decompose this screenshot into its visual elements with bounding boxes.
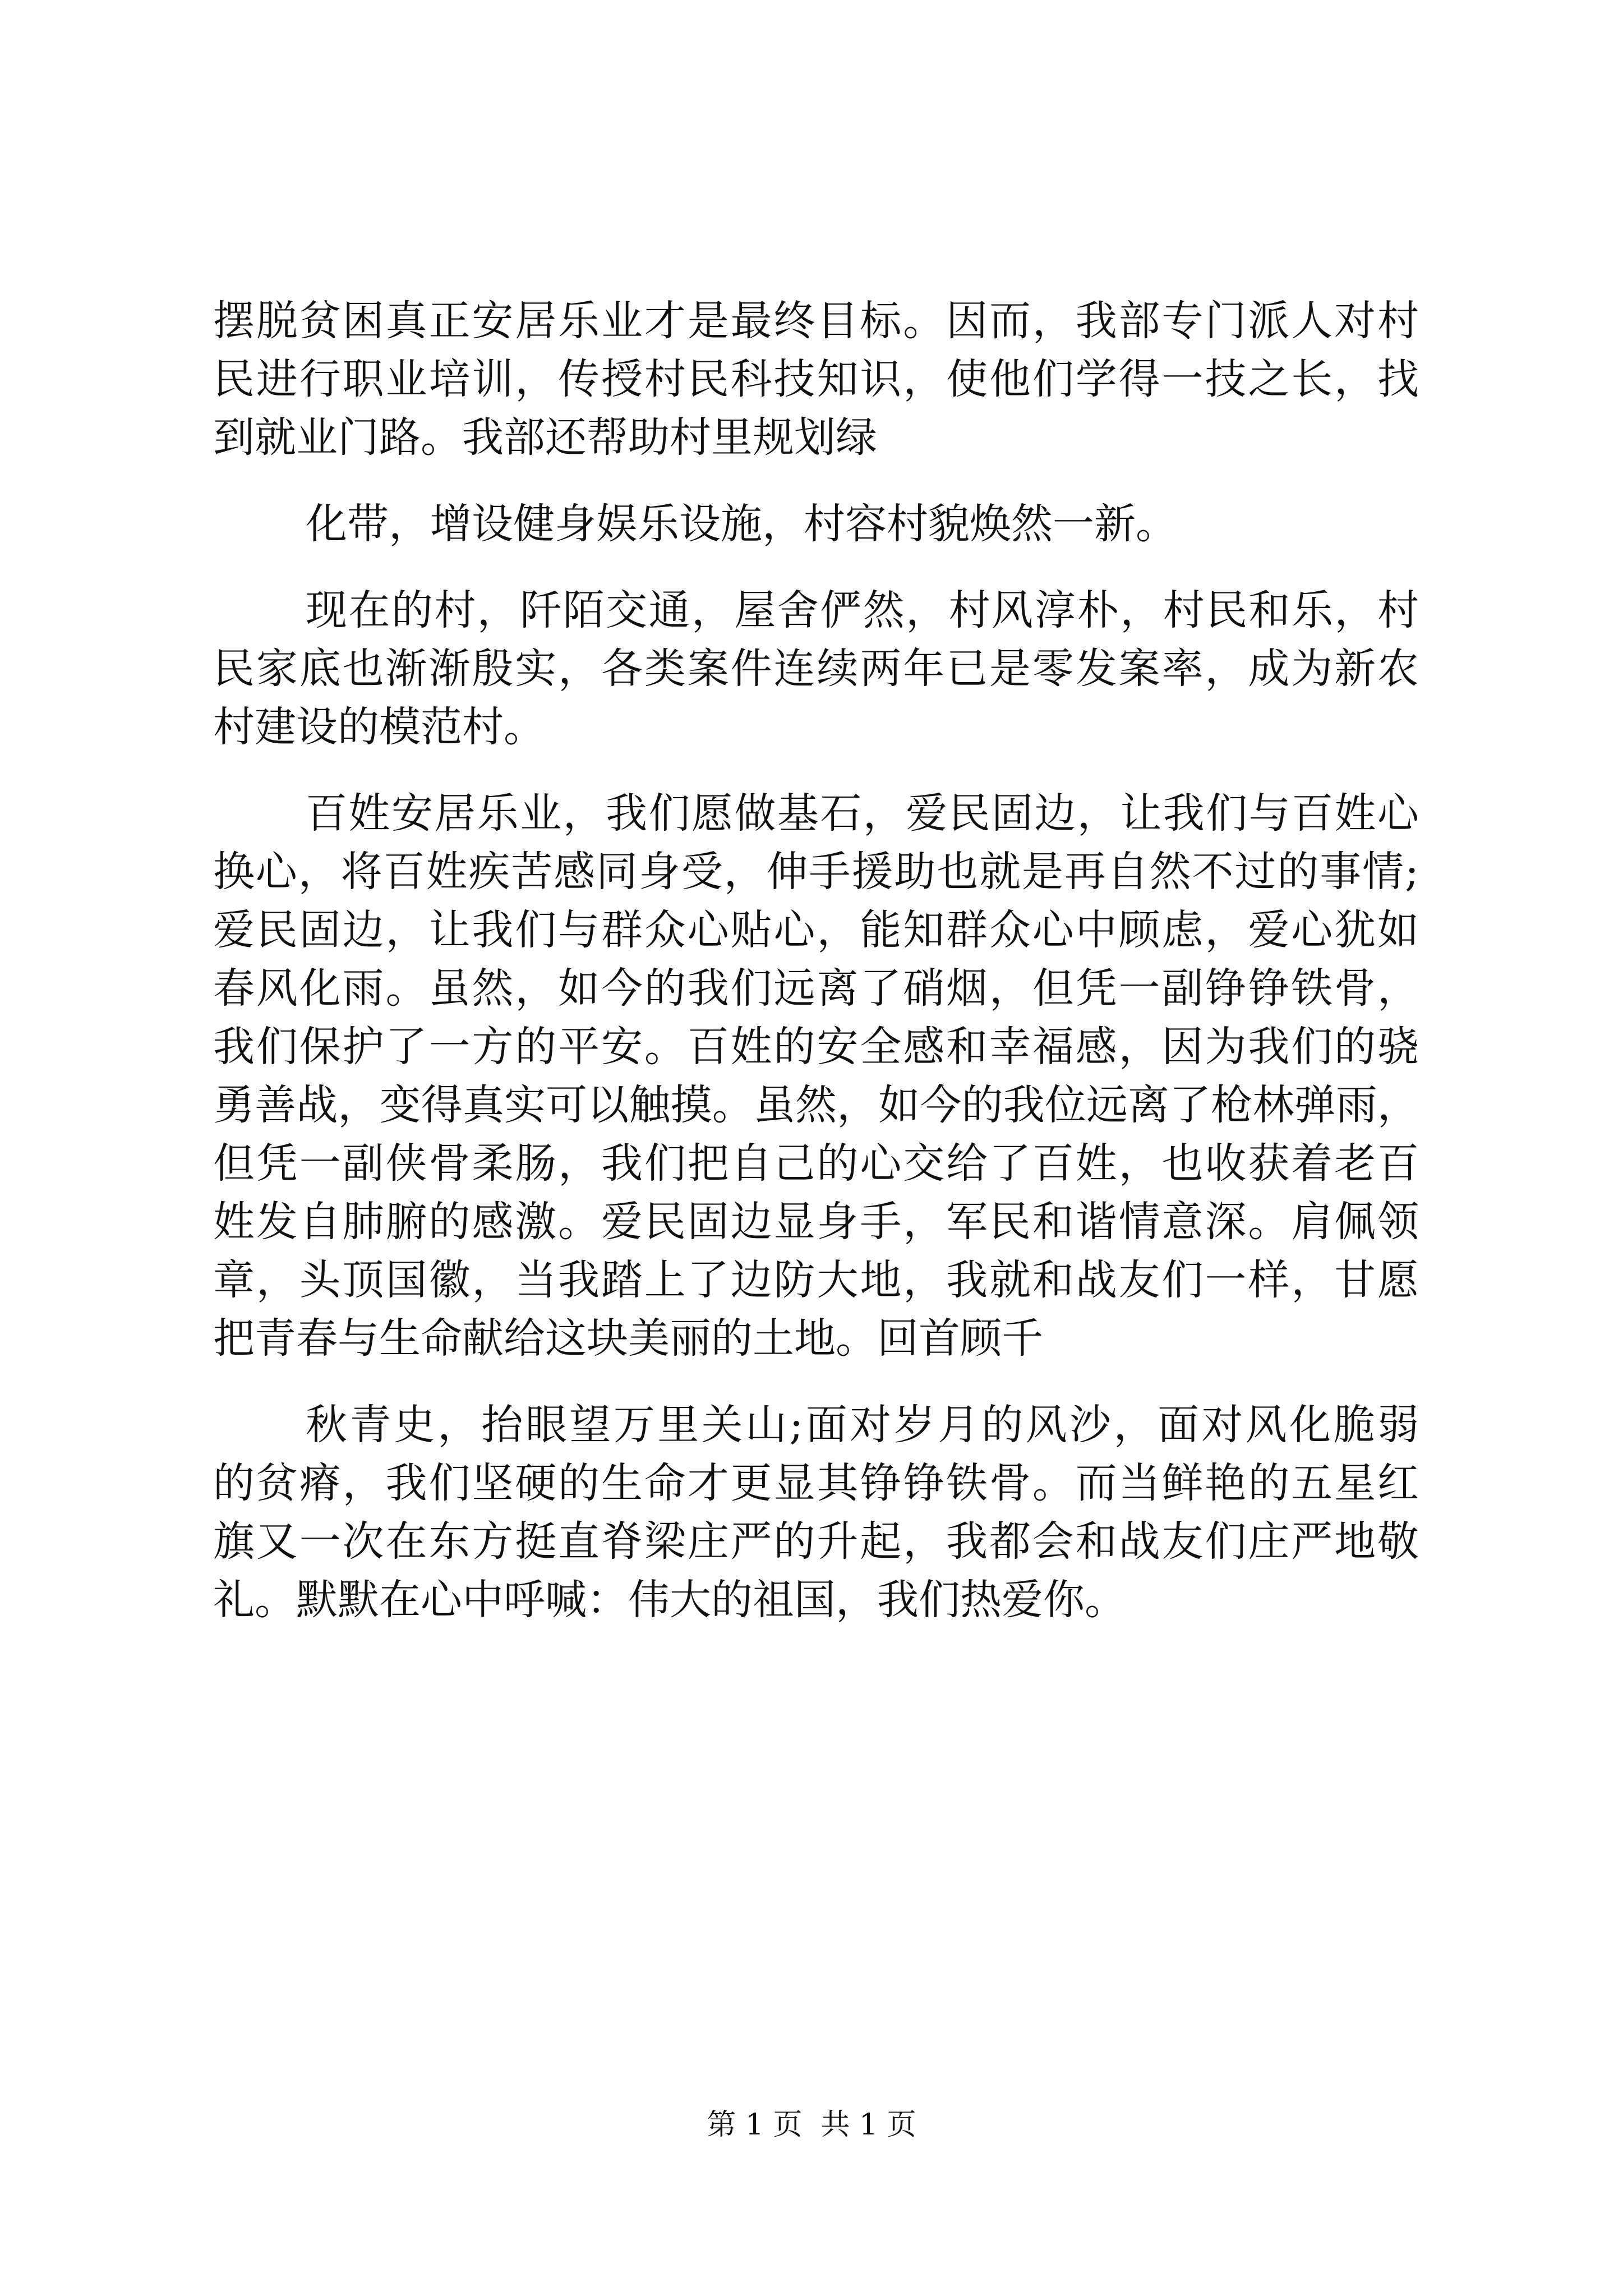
paragraph: [213, 495, 1419, 553]
document-body: [213, 292, 1419, 1629]
paragraph: [213, 784, 1419, 1368]
text-line: 摆脱贫困真正安居乐业才是最终目标。因而，我部专门派人对村: [213, 297, 1419, 345]
text-line: 姓发自肺腑的感激。爱民固边显身手，军民和谐情意深。肩佩领: [213, 1198, 1419, 1246]
text-line: 村建设的模范村。: [213, 703, 545, 751]
paragraph: [213, 581, 1419, 756]
text-line: 但凭一副侠骨柔肠，我们把自己的心交给了百姓，也收获着老百: [213, 1139, 1419, 1188]
text-line: 爱民固边，让我们与群众心贴心，能知群众心中顾虑，爱心犹如: [213, 906, 1419, 954]
text-line: 的贫瘠，我们坚硬的生命才更显其铮铮铁骨。而当鲜艳的五星红: [213, 1459, 1419, 1507]
text-line: 现在的村，阡陌交通，屋舍俨然，村风淳朴，村民和乐，村: [306, 586, 1419, 634]
text-line: 春风化雨。虽然，如今的我们远离了硝烟，但凭一副铮铮铁骨，: [213, 964, 1419, 1013]
text-line: 到就业门路。我部还帮助村里规划绿: [213, 413, 877, 462]
text-line: 礼。默默在心中呼喊：伟大的祖国，我们热爱你。: [213, 1576, 1126, 1624]
text-line: 我们保护了一方的平安。百姓的安全感和幸福感，因为我们的骁: [213, 1023, 1419, 1071]
text-line: 勇善战，变得真实可以触摸。虽然，如今的我位远离了枪林弹雨，: [213, 1081, 1419, 1129]
text-line: 百姓安居乐业，我们愿做基石，爱民固边，让我们与百姓心: [306, 789, 1419, 838]
paragraph: [213, 1396, 1419, 1629]
page-number-footer: 第 1 页 共 1 页: [707, 2108, 916, 2142]
text-line: 换心，将百姓疾苦感同身受，伸手援助也就是再自然不过的事情;: [213, 848, 1419, 896]
text-line: 民家底也渐渐殷实，各类案件连续两年已是零发案率，成为新农: [213, 645, 1419, 693]
paragraph: [213, 292, 1419, 467]
text-line: 章，头顶国徽，当我踏上了边防大地，我就和战友们一样，甘愿: [213, 1256, 1419, 1304]
text-line: 化带，增设健身娱乐设施，村容村貌焕然一新。: [306, 500, 1177, 548]
text-line: 旗又一次在东方挺直脊梁庄严的升起，我都会和战友们庄严地敬: [213, 1517, 1419, 1566]
text-line: 把青春与生命献给这块美丽的土地。回首顾千: [213, 1314, 1043, 1363]
text-line: 秋青史，抬眼望万里关山;面对岁月的风沙，面对风化脆弱: [306, 1401, 1419, 1449]
text-line: 民进行职业培训，传授村民科技知识，使他们学得一技之长，找: [213, 355, 1419, 403]
